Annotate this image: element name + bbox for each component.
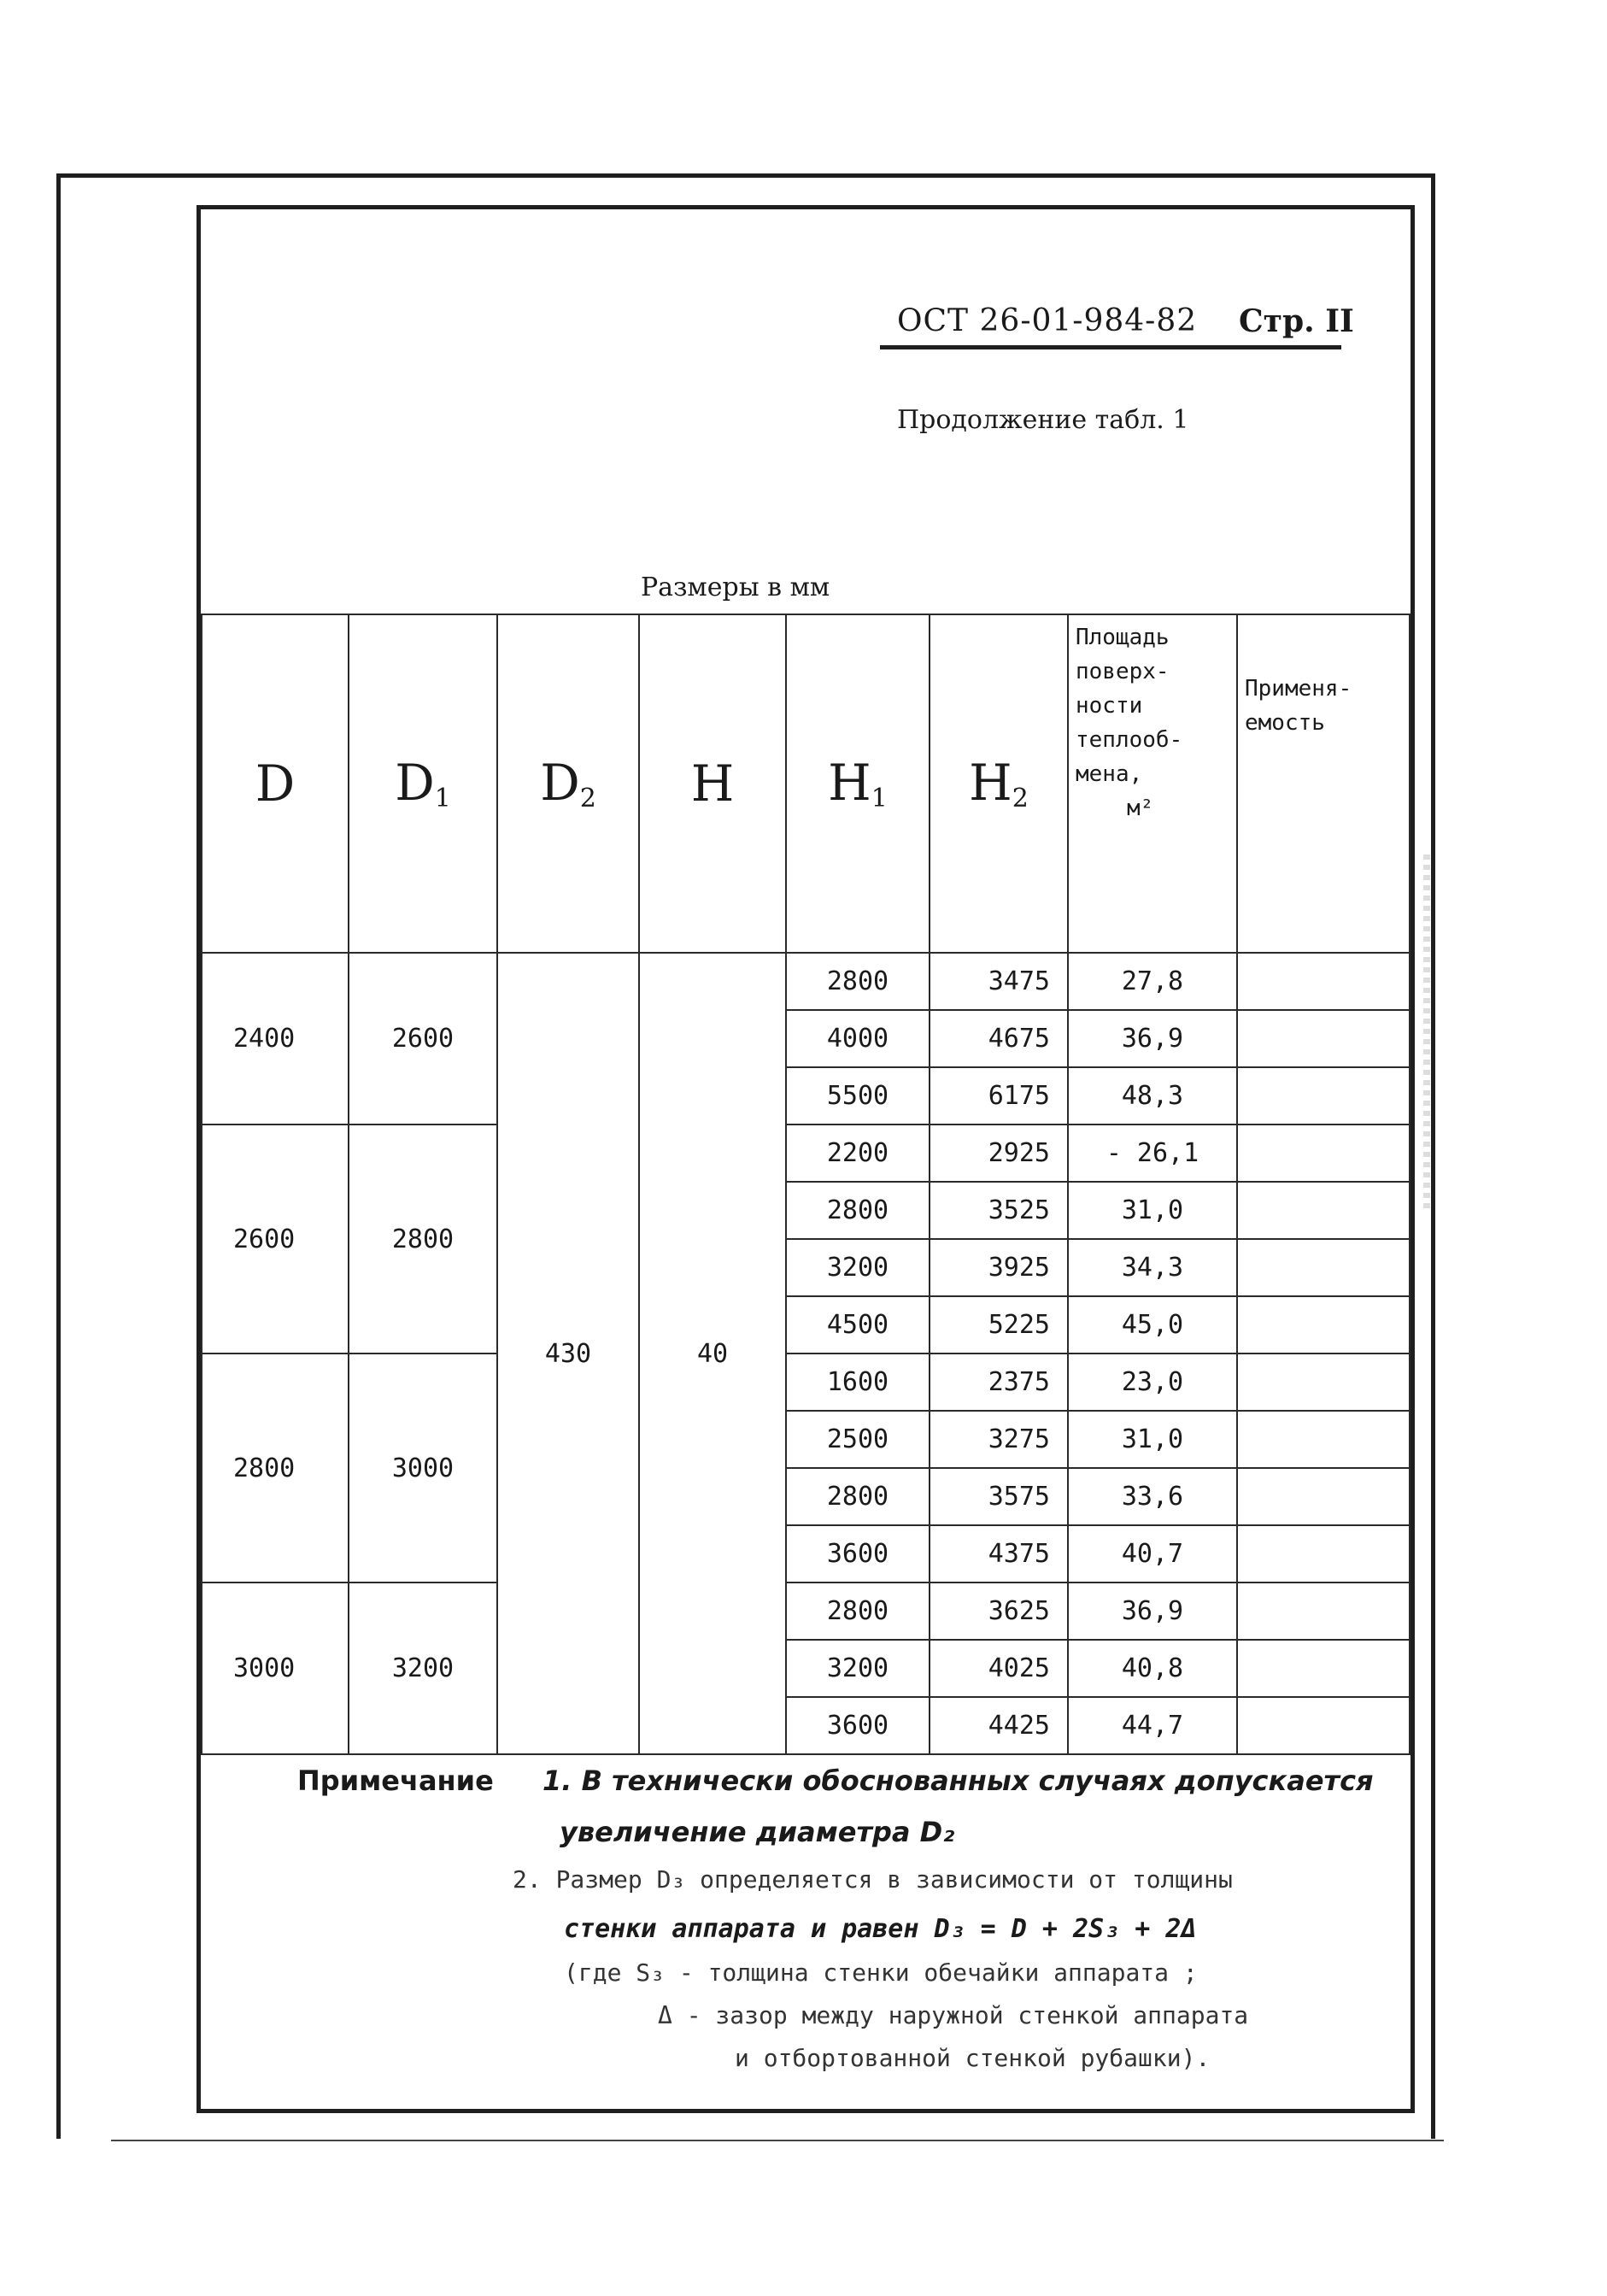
header-underline [880,345,1341,349]
notes-title: Примечание [297,1765,494,1797]
note-1-line-1: 1. В технически обоснованных случаях допускается [543,1765,1374,1797]
cell-usage [1237,1697,1410,1754]
scan-artifact [1423,854,1430,1213]
col-header-area: Площадь поверх- ности теплооб- мена, м² [1068,614,1237,953]
cell-D: 2800 [202,1354,349,1583]
cell-area: 23,0 [1068,1354,1237,1411]
col-header-D2: $D_2$ [497,614,639,953]
col-header-H: H [639,614,786,953]
cell-area: 34,3 [1068,1239,1237,1296]
col-header-H2: $H_2$ [930,614,1068,953]
cell-area: 36,9 [1068,1010,1237,1067]
cell-area: 45,0 [1068,1296,1237,1354]
table-row [202,1354,1410,1411]
table-row [202,953,1410,1010]
cell-H1: 4500 [786,1296,930,1354]
cell-area: 27,8 [1068,953,1237,1010]
page-number: Стр. II [1239,303,1354,339]
col-header-D1: $D_1$ [349,614,497,953]
cell-H1: 2800 [786,1583,930,1640]
cell-D: 2400 [202,953,349,1125]
cell-usage [1237,1354,1410,1411]
table-row [202,1583,1410,1640]
cell-usage [1237,1640,1410,1697]
cell-usage [1237,1468,1410,1525]
cell-H1: 3600 [786,1697,930,1754]
cell-H1: 1600 [786,1354,930,1411]
cell-area: 40,7 [1068,1525,1237,1583]
cell-usage [1237,953,1410,1010]
col-header-D: D [202,614,349,953]
cell-D1: 3200 [349,1583,497,1754]
cell-H2: 3275 [930,1411,1068,1468]
cell-area: 48,3 [1068,1067,1237,1125]
col-header-usage: Применя- емость [1237,614,1410,953]
cell-area: 31,0 [1068,1411,1237,1468]
note-2-line-2: стенки аппарата и равен D₃ = D + 2S₃ + 2Δ [564,1914,1197,1944]
table-header-row [202,614,1410,953]
cell-H1: 3200 [786,1640,930,1697]
table-row [202,1125,1410,1182]
cell-H2: 6175 [930,1067,1068,1125]
cell-usage [1237,1296,1410,1354]
note-2-line-3: (где S₃ - толщина стенки обечайки аппарата ; [564,1958,1198,1987]
cell-usage [1237,1067,1410,1125]
cell-usage [1237,1525,1410,1583]
cell-area: 33,6 [1068,1468,1237,1525]
cell-H1: 3600 [786,1525,930,1583]
cell-area: 31,0 [1068,1182,1237,1239]
cell-usage [1237,1010,1410,1067]
cell-area: 40,8 [1068,1640,1237,1697]
cell-usage [1237,1182,1410,1239]
cell-D1: 2600 [349,953,497,1125]
dimensions-table [201,614,1411,1755]
cell-H2: 4675 [930,1010,1068,1067]
document-code: ОСТ 26-01-984-82 [897,303,1198,338]
cell-H1: 2800 [786,1468,930,1525]
cell-H1: 2800 [786,953,930,1010]
cell-H2: 5225 [930,1296,1068,1354]
cell-H1: 2800 [786,1182,930,1239]
cell-usage [1237,1411,1410,1468]
cell-H1: 4000 [786,1010,930,1067]
cell-H: 40 [639,953,786,1754]
cell-H1: 2500 [786,1411,930,1468]
note-1-line-2: увеличение диаметра D₂ [560,1816,955,1848]
cell-H2: 3925 [930,1239,1068,1296]
cell-area: - 26,1 [1068,1125,1237,1182]
cell-D: 2600 [202,1125,349,1354]
cell-D2: 430 [497,953,639,1754]
cell-H2: 4425 [930,1697,1068,1754]
bottom-rule [111,2140,1444,2141]
cell-H2: 4025 [930,1640,1068,1697]
cell-H1: 3200 [786,1239,930,1296]
cell-usage [1237,1583,1410,1640]
units-caption: Размеры в мм [641,573,830,602]
cell-H2: 2925 [930,1125,1068,1182]
cell-H2: 3625 [930,1583,1068,1640]
cell-D1: 2800 [349,1125,497,1354]
cell-usage [1237,1125,1410,1182]
cell-H2: 2375 [930,1354,1068,1411]
cell-H2: 4375 [930,1525,1068,1583]
cell-H2: 3475 [930,953,1068,1010]
cell-H1: 5500 [786,1067,930,1125]
cell-H2: 3575 [930,1468,1068,1525]
cell-H2: 3525 [930,1182,1068,1239]
note-2-line-5: и отбортованной стенкой рубашки). [735,2044,1211,2072]
cell-area: 44,7 [1068,1697,1237,1754]
cell-D: 3000 [202,1583,349,1754]
cell-area: 36,9 [1068,1583,1237,1640]
table-continuation-caption: Продолжение табл. 1 [897,405,1189,435]
note-2-line-4: Δ - зазор между наружной стенкой аппарата [658,2001,1249,2029]
col-header-H1: $H_1$ [786,614,930,953]
cell-usage [1237,1239,1410,1296]
note-2-line-1: 2. Размер D₃ определяется в зависимости от толщины [513,1865,1233,1894]
cell-H1: 2200 [786,1125,930,1182]
cell-D1: 3000 [349,1354,497,1583]
